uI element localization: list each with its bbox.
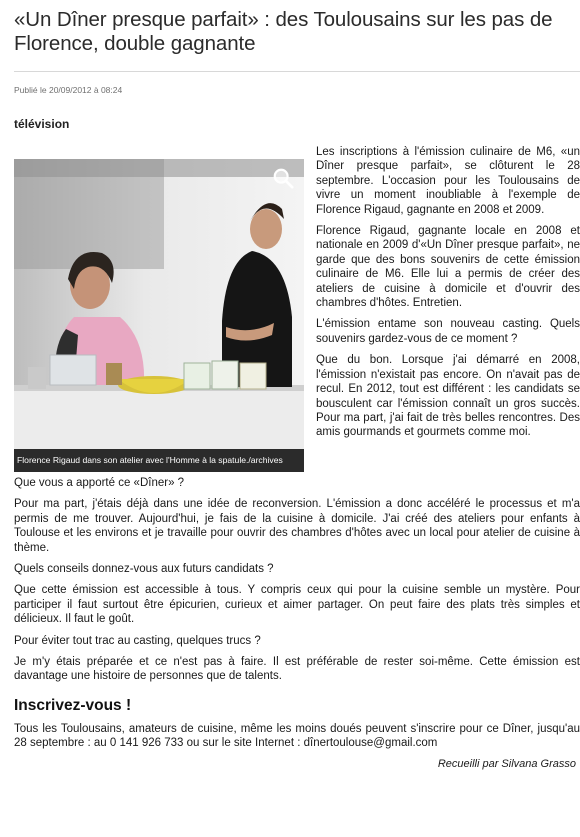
author-signature: Recueilli par Silvana Grasso [437, 757, 576, 770]
paragraph: Florence Rigaud, gagnante locale en 2008 et nationale en 2009 d'«Un Dîner presque parfait», ne garde que des bons souvenirs de cette émission culinaire de M6. Elle lui a permis de créer des ateliers de cuisine à domicile et d'ouvrir des chambres d'hôtes. Entretien. [316, 225, 580, 310]
interview-answer: Que cette émission est accessible à tous. Y compris ceux qui pour la cuisine semble un mystère. Pour participer il faut surtout être épicurien, curieux et aimer partager. On peut faire des plats très simples et délicieux. Il faut le goût. [14, 584, 580, 626]
publish-date: Publié le 20/09/2012 à 08:24 [14, 85, 123, 95]
interview-answer: Que du bon. Lorsque j'ai démarré en 2008, l'émission n'existait pas encore. On n'avait pas de recul. En 2012, tout est différent : les candidats se bousculent car l'émission connaît un gros succès. Pour ma part, j'ai fait de très belles rencontres. Des amis gourmands et gourmets comme moi. [316, 354, 580, 439]
interview-question: Que vous a apporté ce «Dîner» ? [14, 477, 185, 489]
interview-answer: Je m'y étais préparée et ce n'est pas à faire. Il est préférable de rester soi-même. Cette émission est davantage une histoire de personnes que de talents. [14, 656, 580, 683]
article-photo[interactable] [14, 159, 304, 449]
article-photo-figure [14, 159, 304, 472]
paragraph: Les inscriptions à l'émission culinaire de M6, «un Dîner presque parfait», se clôturent le 28 septembre. L'occasion pour les Toulousains de vivre un moment inoubliable à l'exemple de Florence Rigaud, gagnante en 2008 et 2009. [316, 146, 580, 216]
category-label[interactable]: télévision [14, 117, 70, 131]
article [14, 8, 580, 770]
photo-caption: Florence Rigaud dans son atelier avec l'Homme à la spatule./archives [14, 449, 304, 472]
magnifier-icon[interactable] [272, 167, 294, 189]
article-body [14, 145, 580, 770]
interview-question: Quels conseils donnez-vous aux futurs candidats ? [14, 563, 274, 576]
closing-paragraph: Tous les Toulousains, amateurs de cuisine, même les moins doués peuvent s'inscrire pour ce Dîner, jusqu'au 28 septembre : au 0 141 926 733 ou sur le site Internet : dînertoulouse@gmail.com [14, 722, 580, 750]
section-subhead: Inscrivez-vous ! [14, 696, 132, 714]
header-divider [14, 71, 580, 72]
interview-question: L'émission entame son nouveau casting. Quels souvenirs gardez-vous de ce moment ? [316, 318, 580, 345]
interview-answer: Pour ma part, j'étais déjà dans une idée de reconversion. L'émission a donc accéléré le processus et m'a permis de me trouver. Aujourd'hui, je fais de la cuisine à domicile. J'ai créé des ateliers pour enfants à Toulouse et les environs et je travaille pour ouvrir des chambres d'hôtes avec un local pour atelier de cuisine à thème. [14, 498, 580, 554]
article-headline: «Un Dîner presque parfait» : des Toulousains sur les pas de Florence, double gagnante [14, 8, 553, 55]
interview-question: Pour éviter tout trac au casting, quelques trucs ? [14, 634, 261, 647]
